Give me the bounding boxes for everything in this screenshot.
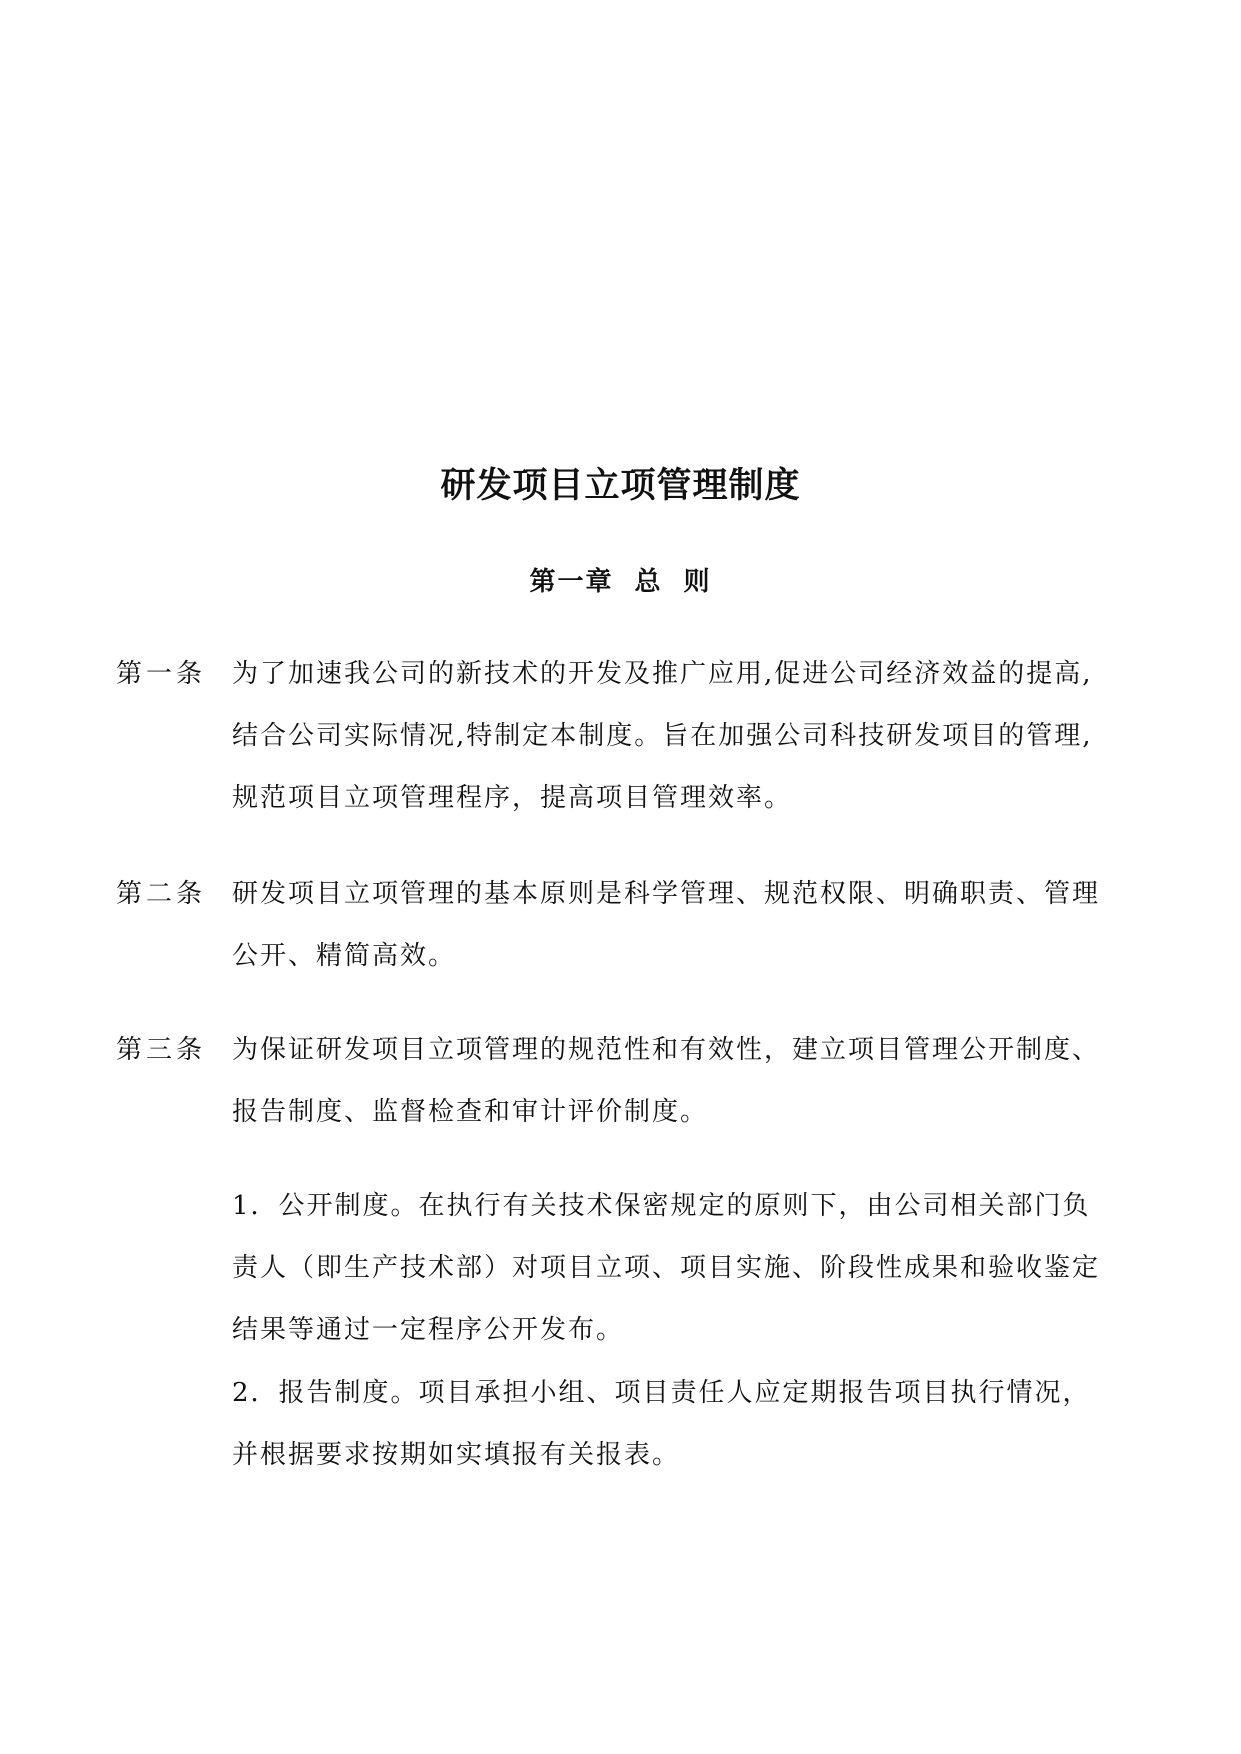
subitem-line: 结果等通过一定程序公开发布。 <box>232 1315 625 1345</box>
subitem-line: 2．报告制度。项目承担小组、项目责任人应定期报告项目执行情况， <box>232 1378 1091 1408</box>
article-label: 第一条 <box>116 659 207 689</box>
article-line: 为保证研发项目立项管理的规范性和有效性，建立项目管理公开制度、 <box>232 1035 1101 1065</box>
article-line: 报告制度、监督检查和审计评价制度。 <box>232 1097 709 1127</box>
subitem-line: 并根据要求按期如实填报有关报表。 <box>232 1440 681 1470</box>
article-label: 第三条 <box>116 1035 207 1065</box>
article-line: 结合公司实际情况,特制定本制度。旨在加强公司科技研发项目的管理, <box>232 721 1093 751</box>
document-title: 研发项目立项管理制度 <box>440 465 801 506</box>
subitem-line: 责人（即生产技术部）对项目立项、项目实施、阶段性成果和验收鉴定 <box>232 1253 1101 1283</box>
article-line: 研发项目立项管理的基本原则是科学管理、规范权限、明确职责、管理 <box>232 879 1101 909</box>
article-line: 规范项目立项管理程序，提高项目管理效率。 <box>232 783 793 813</box>
subitem-line: 1．公开制度。在执行有关技术保密规定的原则下，由公司相关部门负 <box>232 1191 1091 1221</box>
article-label: 第二条 <box>116 879 207 909</box>
chapter-title: 第一章 总 则 <box>529 567 712 597</box>
article-line: 公开、精简高效。 <box>232 941 457 971</box>
article-line: 为了加速我公司的新技术的开发及推广应用,促进公司经济效益的提高, <box>232 659 1093 689</box>
